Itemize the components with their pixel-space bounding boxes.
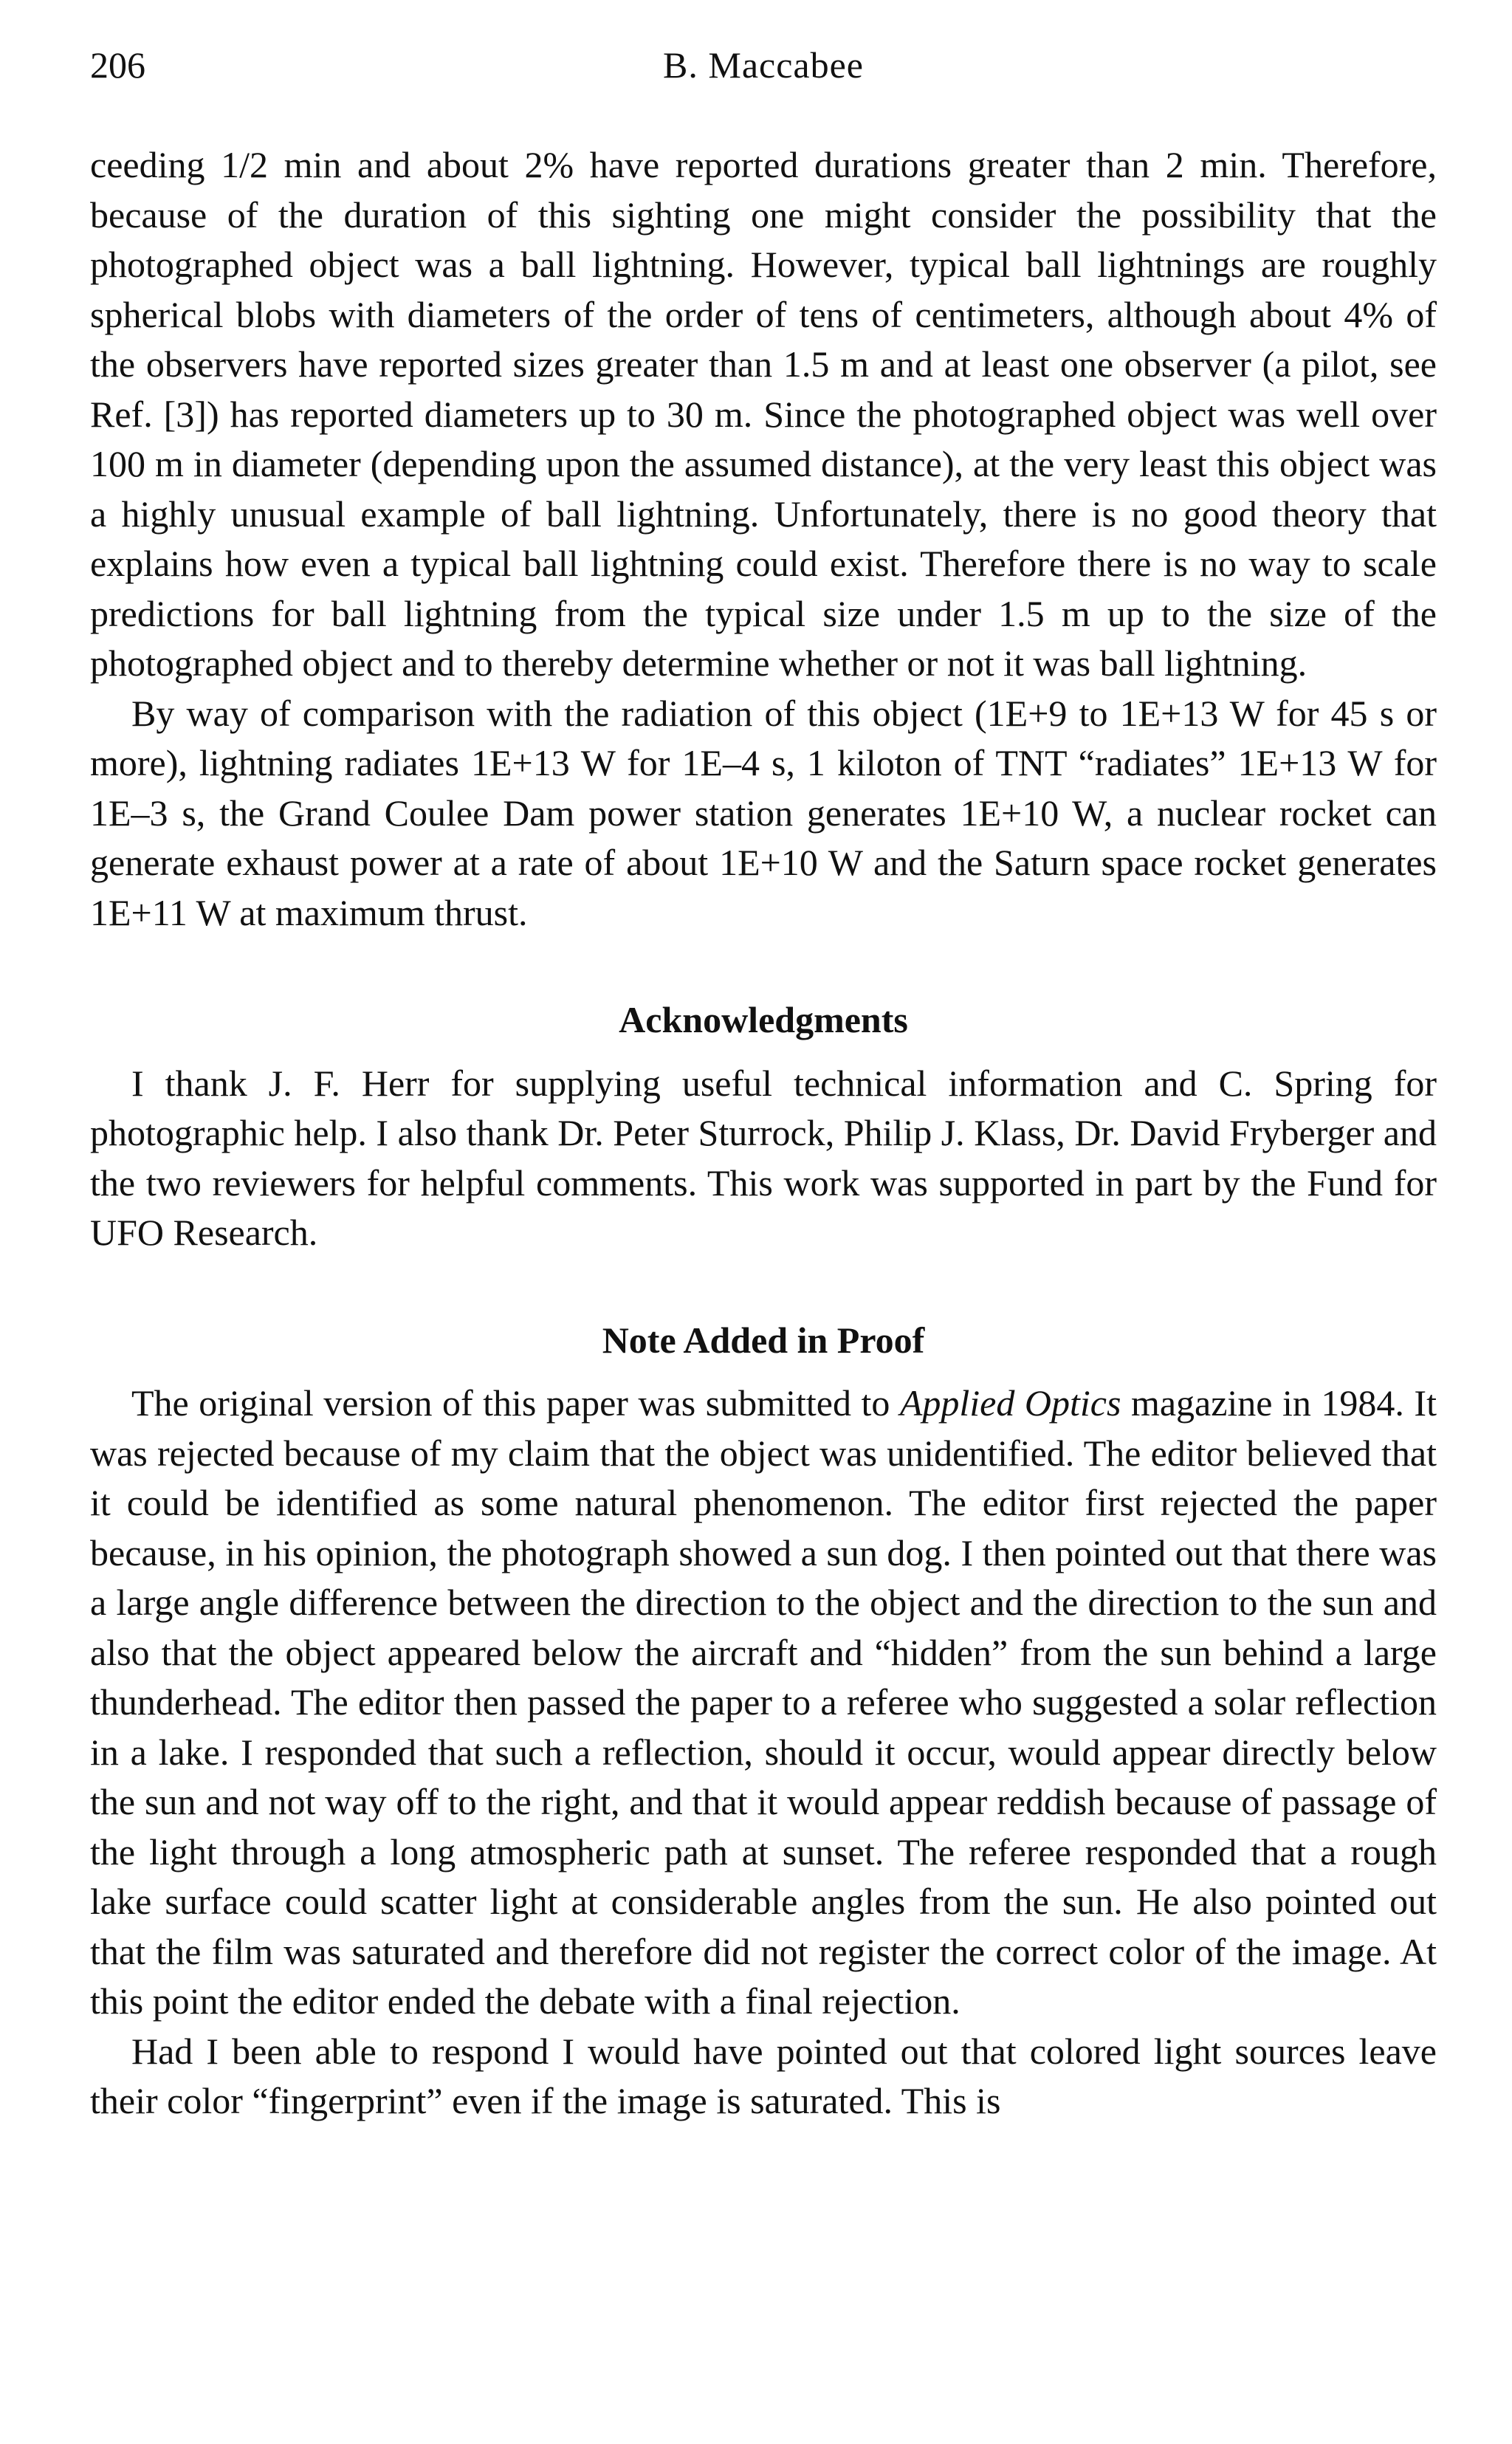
paragraph-note-history <box>90 1379 1437 2027</box>
journal-name: Applied Optics <box>899 1382 1121 1424</box>
heading-spacer <box>90 1046 1437 1059</box>
page-header <box>90 41 1437 89</box>
paragraph-ball-lightning: ceeding 1/2 min and about 2% have reported durations greater than 2 min. Therefore, because of the duration of this sighting one might consider the possibility that the photographed object was a ball lightning. However, typical ball lightnings are roughly spherical blobs with diameters of the order of tens of centimeters, although about 4% of the observers have reported sizes greater than 1.5 m and at least one observer (a pilot, see Ref. [3]) has reported diameters up to 30 m. Since the photographed object was well over 100 m in diameter (depending upon the assumed distance), at the very least this object was a highly unusual example of ball lightning. Unfortunately, there is no good theory that explains how even a typical ball lightning could exist. Therefore there is no way to scale predictions for ball lightning from the typical size under 1.5 m up to the size of the photographed object and to thereby determine whether or not it was ball lightning. <box>90 144 1437 684</box>
heading-spacer <box>90 1365 1437 1379</box>
note-added-heading: Note Added in Proof <box>602 1319 925 1361</box>
section-spacer <box>90 1258 1437 1316</box>
acknowledgments-heading: Acknowledgments <box>619 999 908 1040</box>
note-text-rest: magazine in 1984. It was rejected because of my claim that the object was unidentified. The editor believed that it could be identified as some natural phenomenon. The editor first rejected the paper because, in his opinion, the photograph showed a sun dog. I then pointed out that there was a large angle difference between the direction to the object and the direction to the sun and also that the object appeared below the aircraft and “hidden” from the sun behind a large thunderhead. The editor then passed the paper to a referee who suggested a solar reflection in a lake. I responded that such a reflection, should it occur, would appear directly below the sun and not way off to the right, and that it would appear reddish because of passage of the light through a long atmospheric path at sunset. The referee responded that a rough lake surface could scatter light at considerable angles from the sun. He also pointed out that the film was saturated and therefore did not register the correct color of the image. At this point the editor ended the debate with a final rejection. <box>90 1382 1437 2022</box>
paragraph-radiation-comparison: By way of comparison with the radiation of this object (1E+9 to 1E+13 W for 45 s or more), lightning radiates 1E+13 W for 1E–4 s, 1 kiloton of TNT “radiates” 1E+13 W for 1E–3 s, the Grand Coulee Dam power station generates 1E+10 W, a nuclear rocket can generate exhaust power at a rate of about 1E+10 W and the Saturn space rocket generates 1E+11 W at maximum thrust. <box>90 692 1437 933</box>
running-head: B. Maccabee <box>663 44 864 86</box>
page-number: 206 <box>90 44 145 86</box>
section-spacer <box>90 938 1437 995</box>
body-text <box>90 140 1437 2127</box>
paragraph-note-response: Had I been able to respond I would have pointed out that colored light sources leave their color “fingerprint” even if the image is saturated. This is <box>90 2030 1437 2121</box>
note-text-start: The original version of this paper was submitted to <box>131 1382 900 1424</box>
paragraph-acknowledgments: I thank J. F. Herr for supplying useful technical information and C. Spring for photographic help. I also thank Dr. Peter Sturrock, Philip J. Klass, Dr. David Fryberger and the two reviewers for helpful comments. This work was supported in part by the Fund for UFO Research. <box>90 1062 1437 1253</box>
